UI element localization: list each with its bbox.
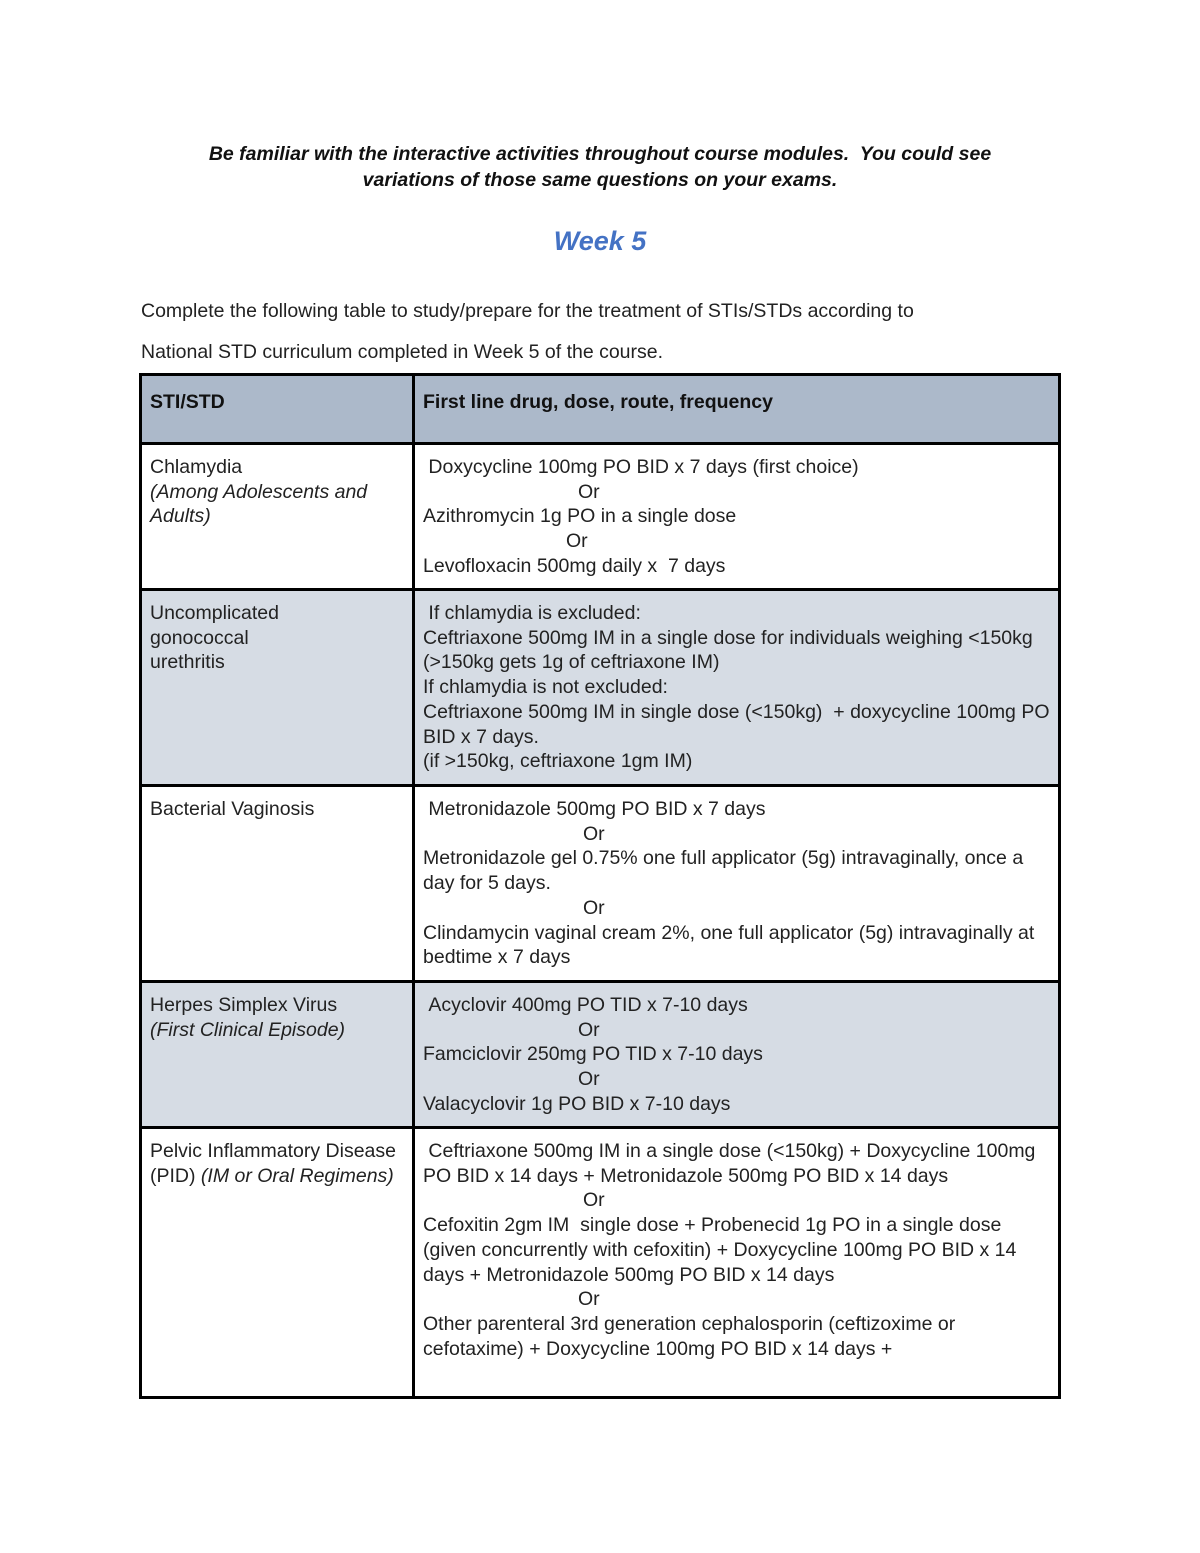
treatment-line: Other parenteral 3rd generation cephalosporin (ceftizoxime or cefotaxime) + Doxycycline 100mg PO BID x 14 days + (423, 1312, 961, 1360)
sti-cell (141, 444, 414, 590)
treatment-line: Acyclovir 400mg PO TID x 7-10 days (423, 994, 748, 1016)
table-row (141, 982, 1060, 1128)
treatment-cell (414, 982, 1060, 1128)
treatment-line: (if >150kg, ceftriaxone 1gm IM) (423, 750, 693, 773)
sti-qualifier: (First Clinical Episode) (150, 1018, 346, 1041)
or-separator: Or (578, 1068, 600, 1091)
or-separator: Or (578, 1018, 600, 1041)
treatment-line: Ceftriaxone 500mg IM in a single dose (<150kg) + Doxycycline 100mg PO BID x 14 days + Metronidazole 500mg PO BID x 14 days (423, 1140, 1041, 1187)
sti-name: Bacterial Vaginosis (150, 798, 315, 820)
treatment-cell (414, 786, 1060, 982)
treatment-line: Valacyclovir 1g PO BID x 7-10 days (423, 1092, 731, 1115)
or-separator: Or (583, 1189, 605, 1212)
page-title: Week 5 (553, 226, 647, 256)
treatment-line: Metronidazole 500mg PO BID x 7 days (423, 798, 766, 820)
sti-qualifier: (IM or Oral Regimens) (200, 1164, 394, 1187)
notice-line-2: variations of those same questions on your exams. (362, 169, 838, 191)
table-row (141, 786, 1060, 982)
sti-qualifier: (Among Adolescents and Adults) (150, 480, 372, 528)
or-separator: Or (583, 822, 605, 845)
sti-name: Chlamydia (150, 456, 243, 478)
sti-name: Pelvic Inflammatory Disease (PID) (150, 1140, 402, 1187)
table-header-row (141, 375, 1060, 444)
treatment-line: If chlamydia is not excluded: (423, 676, 668, 699)
sti-name: Herpes Simplex Virus (150, 994, 338, 1016)
sti-cell (141, 786, 414, 982)
or-separator: Or (578, 480, 600, 503)
treatment-line: Ceftriaxone 500mg IM in a single dose for individuals weighing <150kg (>150kg gets 1g of ceftriaxone IM) (423, 626, 1039, 674)
table-row (141, 444, 1060, 590)
treatment-line: If chlamydia is excluded: (423, 602, 641, 624)
sti-cell-text (150, 1139, 400, 1188)
intro-line-2: National STD curriculum completed in Week 5 of the course. (141, 341, 664, 363)
or-separator: Or (566, 530, 588, 553)
header-treatment: First line drug, dose, route, frequency (414, 375, 1060, 444)
header-sti: STI/STD (141, 375, 414, 444)
treatment-line: Clindamycin vaginal cream 2%, one full applicator (5g) intravaginally at bedtime x 7 days (423, 921, 1040, 969)
treatment-line: Azithromycin 1g PO in a single dose (423, 505, 737, 528)
treatment-cell (414, 590, 1060, 786)
treatment-line: Doxycycline 100mg PO BID x 7 days (first choice) (423, 456, 859, 478)
treatment-line: Levofloxacin 500mg daily x 7 days (423, 554, 726, 577)
treatment-line: Metronidazole gel 0.75% one full applicator (5g) intravaginally, once a day for 5 days. (423, 847, 1029, 895)
notice (100, 141, 1100, 193)
intro-line-1: Complete the following table to study/prepare for the treatment of STIs/STDs according to (141, 300, 914, 322)
treatment-cell (414, 444, 1060, 590)
sti-cell (141, 982, 414, 1128)
or-separator: Or (583, 896, 605, 919)
sti-cell (141, 590, 414, 786)
intro-paragraph (141, 291, 1061, 373)
or-separator: Or (578, 1288, 600, 1311)
treatment-line: Ceftriaxone 500mg IM in single dose (<150kg) + doxycycline 100mg PO BID x 7 days. (423, 700, 1055, 748)
treatment-line: Cefoxitin 2gm IM single dose + Probenecid 1g PO in a single dose (given concurrently with cefoxitin) + Doxycycline 100mg PO BID x 14 days + Metronidazole 500mg PO BID x 14 days (423, 1214, 1022, 1286)
sti-cell (141, 1128, 414, 1398)
treatment-cell (414, 1128, 1060, 1398)
treatment-table (139, 373, 1061, 1399)
table-row (141, 590, 1060, 786)
treatment-line: Famciclovir 250mg PO TID x 7-10 days (423, 1043, 763, 1066)
notice-line-1: Be familiar with the interactive activities throughout course modules. You could see (208, 143, 992, 165)
table-row (141, 1128, 1060, 1398)
sti-name: Uncomplicated gonococcal urethritis (150, 602, 285, 674)
